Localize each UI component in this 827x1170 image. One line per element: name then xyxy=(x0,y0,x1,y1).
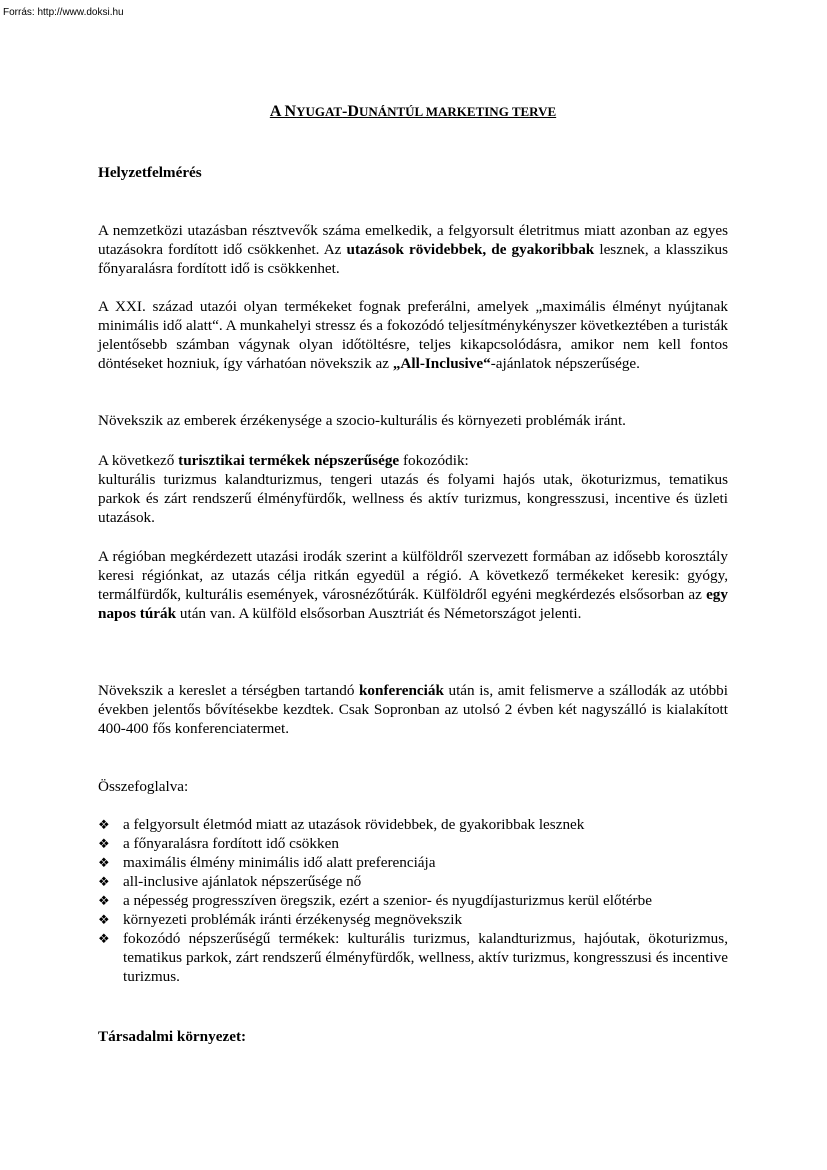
list-item: ❖ fokozódó népszerűségű termékek: kulturális turizmus, kalandturizmus, hajóutak, ökoturizmus, tematikus parkok, zárt rendszerű élményfürdők, wellness, aktív turizmus, kongresszusi és incentive turizmus. xyxy=(98,930,728,985)
list-item: ❖ környezeti problémák iránti érzékenység megnövekszik xyxy=(98,911,463,928)
summary-label: Összefoglalva: xyxy=(98,778,189,795)
paragraph-2: A XXI. század utazói olyan termékeket fognak preferálni, amelyek „maximális élményt nyújtanak minimális idő alatt“. A munkahelyi stressz és a fokozódó teljesítménykényszer következtében a turisták jelentősebb számban vágynak olyan időtöltésre, teljes kikapcsolódásra, amikor nem kell fontos döntéseket hozniuk, így várhatóan növekszik az „All-Inclusive“-ajánlatok népszerűsége. xyxy=(98,298,728,372)
document-title: A NYUGAT-DUNÁNTÚL MARKETING TERVE xyxy=(269,103,557,120)
diamond-bullet-icon: ❖ xyxy=(98,893,110,908)
paragraph-6: Növekszik a kereslet a térségben tartandó konferenciák után is, amit felismerve a szállodák az utóbbi években jelentős bővítésekbe kezdtek. Csak Sopronban az utolsó 2 évben két nagyszálló is kialakított 400-400 fős konferenciatermet. xyxy=(98,682,728,737)
section-heading-helyzetfelmeres: Helyzetfelmérés xyxy=(98,164,202,181)
paragraph-5: A régióban megkérdezett utazási irodák szerint a külföldről szervezett formában az idősebb korosztály keresi régiónkat, az utazás célja ritkán egyedül a régió. A következő termékeket keresik: gyógy, termálfürdők, kulturális események, városnézőtúrák. Külföldről egyéni megkérdezés elsősorban az egy napos túrák után van. A külföld elsősorban Ausztriát és Németországot jelenti. xyxy=(98,548,728,622)
list-item: ❖ all-inclusive ajánlatok népszerűsége nő xyxy=(98,873,362,890)
diamond-bullet-icon: ❖ xyxy=(98,855,110,870)
summary-list xyxy=(98,815,728,986)
diamond-bullet-icon: ❖ xyxy=(98,874,110,889)
paragraph-3: Növekszik az emberek érzékenysége a szocio-kulturális és környezeti problémák iránt. xyxy=(98,412,626,429)
list-item: ❖ a felgyorsult életmód miatt az utazások rövidebbek, de gyakoribbak lesznek xyxy=(98,816,585,833)
list-item: ❖ a főnyaralásra fordított idő csökken xyxy=(98,835,339,852)
paragraph-4: A következő turisztikai termékek népszerűsége fokozódik: kulturális turizmus kalandturizmus, tengeri utazás és folyami hajós utak, ökoturizmus, tematikus parkok és zárt rendszerű élményfürdők, wellness és aktív turizmus, kongresszusi, incentive és üzleti utazások. xyxy=(98,452,728,526)
diamond-bullet-icon: ❖ xyxy=(98,931,110,946)
list-item: ❖ a népesség progresszíven öregszik, ezért a szenior- és nyugdíjasturizmus kerül előtérbe xyxy=(98,892,652,909)
diamond-bullet-icon: ❖ xyxy=(98,817,110,832)
diamond-bullet-icon: ❖ xyxy=(98,836,110,851)
source-label: Forrás: http://www.doksi.hu xyxy=(3,7,124,18)
paragraph-1: A nemzetközi utazásban résztvevők száma emelkedik, a felgyorsult életritmus miatt azonban az egyes utazásokra fordított idő csökkenhet. Az utazások rövidebbek, de gyakoribbak lesznek, a klasszikus főnyaralásra fordított idő is csökkenhet. xyxy=(98,222,729,277)
list-item: ❖ maximális élmény minimális idő alatt preferenciája xyxy=(98,854,436,871)
diamond-bullet-icon: ❖ xyxy=(98,912,110,927)
section-heading-tarsadalmi-kornyezet: Társadalmi környezet: xyxy=(98,1028,247,1045)
